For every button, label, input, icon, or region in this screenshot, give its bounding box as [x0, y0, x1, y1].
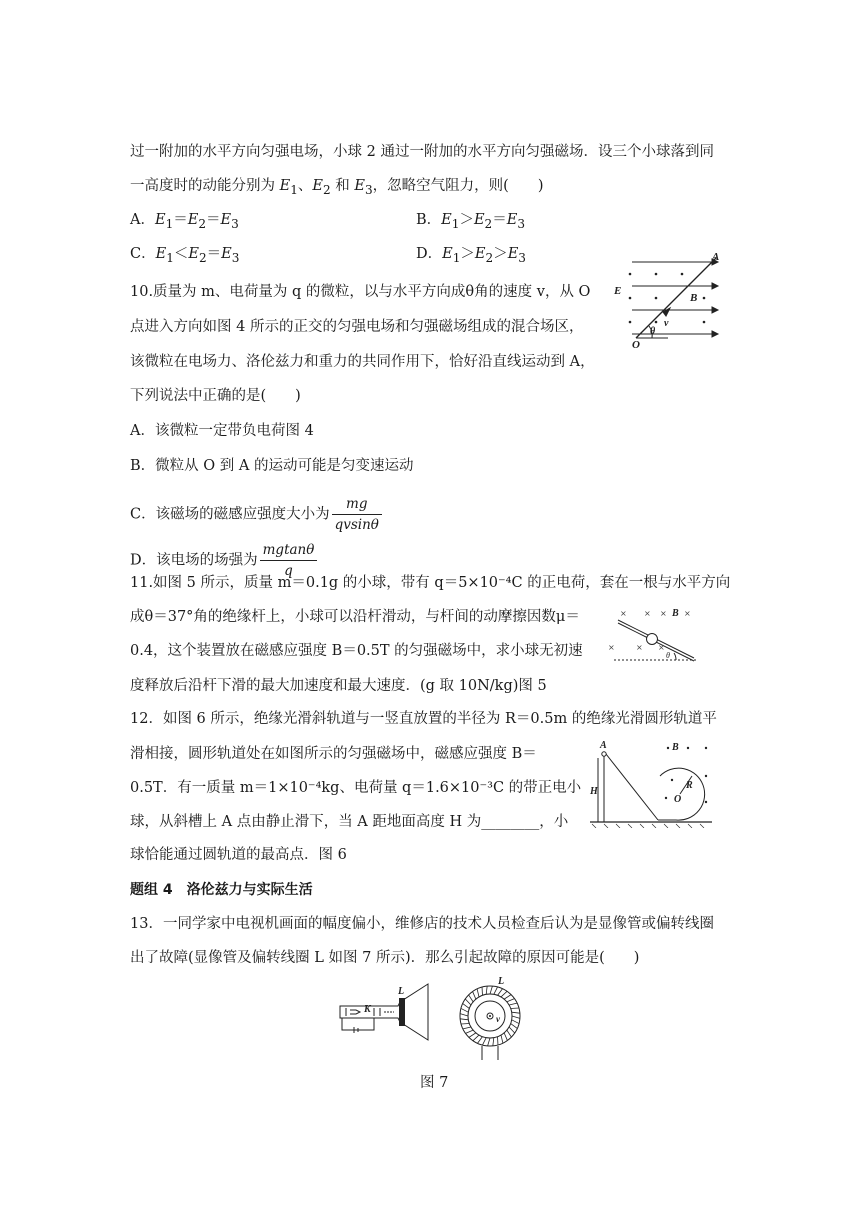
coil-block — [399, 998, 405, 1026]
group4-heading: 题组 4 洛伦兹力与实际生活 — [130, 882, 313, 898]
q12-line5: 球恰能通过圆轨道的最高点．图 6 — [130, 847, 347, 863]
svg-text:×: × — [644, 609, 651, 618]
q9-line1: 过一附加的水平方向匀强电场，小球 2 通过一附加的水平方向匀强磁场．设三个小球落到同 — [130, 144, 714, 160]
label-k: K — [364, 1004, 371, 1015]
q10-line4: 下列说法中正确的是( ) — [130, 388, 301, 404]
label-o: O — [632, 339, 640, 350]
q9-option-c: C．$E_1<E_2=E_3$ — [130, 246, 240, 265]
figure-6-loop-track — [588, 736, 716, 828]
label-l-coil: L — [498, 976, 505, 987]
q12-line3: 0.5T．有一质量 m＝1×10⁻⁴kg、电荷量 q＝1.6×10⁻³C 的带正电小 — [130, 780, 582, 796]
figure-7-crt-and-coil — [334, 972, 534, 1064]
fraction: $\frac{mgtan\theta}{q}$ — [260, 540, 318, 581]
label-b: B — [690, 292, 698, 304]
q10-line2: 点进入方向如图 4 所示的正交的匀强电场和匀强磁场组成的混合场区， — [130, 319, 584, 335]
label-v: v — [664, 318, 669, 329]
label-l-tube: L — [398, 986, 405, 997]
label-theta: θ — [666, 651, 670, 660]
label-a: A — [600, 740, 607, 751]
figure-4-field-diagram — [608, 250, 728, 350]
fraction: $\frac{mg}{qvsin\theta}$ — [332, 494, 382, 535]
label-theta: θ — [650, 326, 656, 337]
q10-option-c: C．该磁场的磁感应强度大小为 $\frac{mg}{qvsin\theta}$ — [130, 494, 384, 535]
label-r: R — [686, 780, 693, 791]
q10-line3: 该微粒在电场力、洛伦兹力和重力的共同作用下，恰好沿直线运动到 A， — [130, 354, 595, 370]
svg-text:×: × — [620, 609, 627, 618]
q11-line1: 11.如图 5 所示，质量 m＝0.1g 的小球，带有 q＝5×10⁻⁴C 的正电荷，套在一根与水平方向 — [130, 575, 731, 591]
q10-option-a: A．该微粒一定带负电荷图 4 — [130, 423, 314, 439]
svg-text:×: × — [660, 609, 667, 618]
q11-line3: 0.4，这个装置放在磁感应强度 B＝0.5T 的匀强磁场中，求小球无初速 — [130, 643, 583, 659]
q10-option-b: B．微粒从 O 到 A 的运动可能是匀变速运动 — [130, 458, 414, 474]
q10-line1: 10.质量为 m、电荷量为 q 的微粒，以与水平方向成θ角的速度 v，从 O — [130, 284, 591, 300]
q10-option-d: D．该电场的场强为 $\frac{mgtan\theta}{q}$ — [130, 540, 319, 581]
q12-line4: 球，从斜槽上 A 点由静止滑下，当 A 距地面高度 H 为________，小 — [130, 814, 569, 830]
svg-text:×: × — [684, 609, 691, 618]
q13-line2: 出了故障(显像管及偏转线圈 L 如图 7 所示)．那么引起故障的原因可能是( ) — [130, 950, 640, 966]
label-b: B — [672, 608, 679, 619]
q9-option-b: B．$E_1>E_2=E_3$ — [416, 212, 525, 231]
svg-text:×: × — [636, 643, 643, 652]
q9-option-d: D．$E_1>E_2>E_3$ — [416, 246, 526, 265]
label-v: v — [496, 1014, 500, 1024]
label-e: E — [614, 285, 622, 297]
q12-line2: 滑相接，圆形轨道处在如图所示的匀强磁场中，磁感应强度 B＝ — [130, 746, 537, 762]
q9-option-a: A．$E_1=E_2=E_3$ — [130, 212, 239, 231]
q9-line2: 一高度时的动能分别为 $E_1$、$E_2$ 和 $E_3$，忽略空气阻力，则( ) — [130, 178, 544, 197]
svg-text:×: × — [658, 643, 665, 652]
label-b: B — [672, 742, 679, 753]
svg-text:×: × — [608, 643, 615, 652]
figure-7-caption: 图 7 — [420, 1075, 449, 1091]
q12-line1: 12．如图 6 所示，绝缘光滑斜轨道与一竖直放置的半径为 R＝0.5m 的绝缘光滑圆形轨道平 — [130, 711, 717, 727]
q13-line1: 13．一同学家中电视机画面的幅度偏小，维修店的技术人员检查后认为是显像管或偏转线圈 — [130, 916, 714, 932]
q11-line2: 成θ＝37°角的绝缘杆上，小球可以沿杆滑动，与杆间的动摩擦因数μ＝ — [130, 609, 580, 625]
label-h: H — [590, 786, 598, 797]
figure-5-incline-rod — [600, 604, 700, 662]
label-o: O — [674, 794, 682, 805]
label-a: A — [712, 251, 720, 263]
q11-line4: 度释放后沿杆下滑的最大加速度和最大速度．(g 取 10N/kg)图 5 — [130, 678, 547, 694]
